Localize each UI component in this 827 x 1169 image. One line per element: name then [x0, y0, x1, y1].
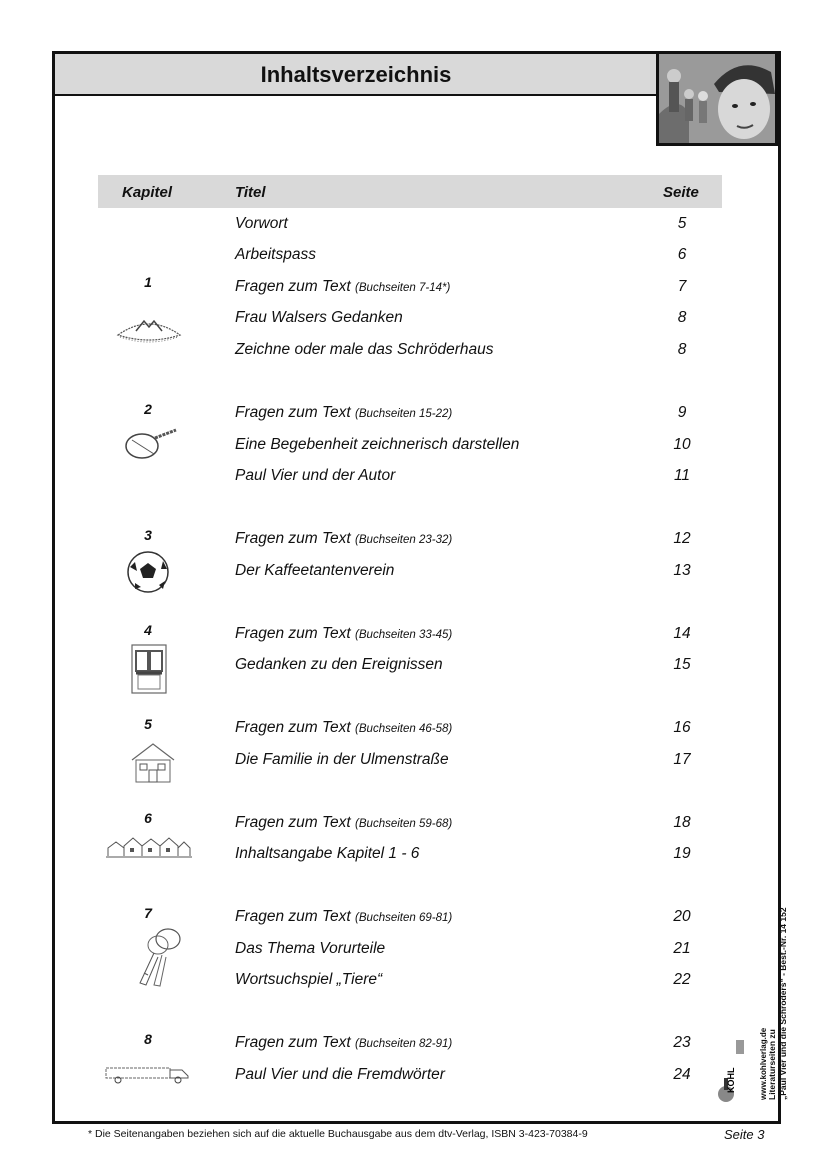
- toc-entry-title: [235, 436, 519, 454]
- logo-text: KOHL: [726, 1067, 736, 1093]
- toc-entry-page: 8: [677, 341, 687, 358]
- entry-title-text: Fragen zum Text: [235, 908, 351, 925]
- entry-page-range: (Buchseiten 59-68): [355, 818, 453, 830]
- toc-entry-title: [235, 404, 452, 422]
- truck-icon: [104, 1062, 190, 1084]
- toc-entry-page: 14: [673, 625, 691, 642]
- entry-title-text: Der Kaffeetantenverein: [235, 562, 395, 579]
- toc-entry-page: 7: [677, 278, 687, 295]
- toc-entry-title: [235, 845, 419, 863]
- col-chapter-header: Kapitel: [122, 184, 173, 201]
- toc-entry-page: 23: [673, 1034, 691, 1051]
- keys-icon: [132, 925, 184, 989]
- toc-entry-page: 12: [673, 530, 691, 547]
- street-houses-icon: [106, 834, 192, 860]
- toc-entry-page: 15: [673, 656, 691, 673]
- toc-entry-page: 9: [677, 404, 687, 421]
- col-title-header: Titel: [235, 184, 266, 201]
- chapter-number: 4: [144, 622, 152, 638]
- entry-title-text: Fragen zum Text: [235, 404, 351, 421]
- toc-entry-title: [235, 751, 449, 769]
- table-header: [98, 175, 722, 208]
- side-credit: [767, 907, 789, 1100]
- entry-title-text: Zeichne oder male das Schröderhaus: [235, 341, 494, 358]
- toc-entry-page: 24: [673, 1066, 691, 1083]
- toc-entry-title: [235, 246, 316, 264]
- entry-title-text: Das Thema Vorurteile: [235, 940, 386, 957]
- toc-entry-title: [235, 940, 385, 958]
- toc-entry-page: 21: [673, 940, 691, 957]
- entry-title-text: Paul Vier und der Autor: [235, 467, 396, 484]
- toc-entry-title: [235, 814, 452, 832]
- chapter-number: 1: [144, 274, 152, 290]
- toc-entry-title: [235, 278, 450, 296]
- crown-icon: [114, 313, 184, 347]
- chapter-number: 3: [144, 527, 152, 543]
- toc-entry-page: 10: [673, 436, 691, 453]
- entry-page-range: (Buchseiten 33-45): [355, 629, 453, 641]
- cover-illustration: [656, 51, 778, 146]
- entry-title-text: Fragen zum Text: [235, 1034, 351, 1051]
- entry-title-text: Eine Begebenheit zeichnerisch darstellen: [235, 436, 520, 453]
- entry-page-range: (Buchseiten 46-58): [355, 723, 453, 735]
- entry-title-text: Arbeitspass: [235, 246, 316, 263]
- toc-entry-title: [235, 341, 493, 359]
- footnote: * Die Seitenangaben beziehen sich auf die aktuelle Buchausgabe aus dem dtv-Verlag, ISBN 3-423-70384-9: [88, 1128, 588, 1140]
- entry-page-range: (Buchseiten 23-32): [355, 534, 453, 546]
- toc-entry-title: [235, 1066, 445, 1084]
- toc-entry-title: [235, 530, 452, 548]
- toc-entry-page: 22: [673, 971, 691, 988]
- entry-title-text: Gedanken zu den Ereignissen: [235, 656, 443, 673]
- chapter-number: 2: [144, 401, 152, 417]
- toc-entry-title: [235, 1034, 452, 1052]
- page-title: Inhaltsverzeichnis: [260, 62, 452, 87]
- entry-title-text: Die Familie in der Ulmenstraße: [235, 751, 449, 768]
- toc-entry-title: [235, 215, 288, 233]
- toc-entry-page: 18: [673, 814, 691, 831]
- chapter-number: 8: [144, 1031, 152, 1047]
- entry-title-text: Wortsuchspiel „Tiere“: [235, 971, 383, 988]
- side-credit-line2: „Paul Vier und die Schröders“ - Best.-Nr. 14 152: [778, 907, 788, 1100]
- toc-entry-title: [235, 467, 395, 485]
- entry-title-text: Vorwort: [235, 215, 288, 232]
- toc-entry-title: [235, 562, 394, 580]
- entry-title-text: Inhaltsangabe Kapitel 1 - 6: [235, 845, 420, 862]
- toc-entry-title: [235, 908, 452, 926]
- entry-title-text: Fragen zum Text: [235, 719, 351, 736]
- publisher-logo: [716, 1038, 746, 1104]
- entry-page-range: (Buchseiten 69-81): [355, 912, 453, 924]
- entry-page-range: (Buchseiten 82-91): [355, 1038, 453, 1050]
- toc-entry-title: [235, 309, 403, 327]
- toc-entry-page: 19: [673, 845, 691, 862]
- entry-title-text: Fragen zum Text: [235, 814, 351, 831]
- chapter-number: 6: [144, 810, 152, 826]
- magnifier-icon: [122, 424, 178, 464]
- toc-entry-page: 17: [673, 751, 691, 768]
- entry-page-range: (Buchseiten 7-14*): [355, 282, 451, 294]
- entry-title-text: Fragen zum Text: [235, 278, 351, 295]
- toc-entry-page: 16: [673, 719, 691, 736]
- side-credit-line1: Literaturseiten zu: [767, 1029, 777, 1100]
- entry-title-text: Paul Vier und die Fremdwörter: [235, 1066, 445, 1083]
- toc-entry-title: [235, 625, 452, 643]
- toc-entry-page: 11: [673, 467, 691, 484]
- entry-page-range: (Buchseiten 15-22): [355, 408, 453, 420]
- toc-entry-page: 5: [677, 215, 687, 232]
- chapter-number: 5: [144, 716, 152, 732]
- title-bar: [55, 54, 657, 96]
- toc-entry-page: 6: [677, 246, 687, 263]
- toc-entry-page: 20: [673, 908, 691, 925]
- house-icon: [128, 740, 178, 786]
- toc-entry-page: 8: [677, 309, 687, 326]
- toc-entry-title: [235, 656, 443, 674]
- publisher-url: www.kohlverlag.de: [759, 1027, 768, 1100]
- col-page-header: Seite: [663, 184, 699, 201]
- soccer-ball-icon: [125, 549, 171, 595]
- entry-title-text: Frau Walsers Gedanken: [235, 309, 403, 326]
- page-number: Seite 3: [724, 1127, 765, 1142]
- toc-entry-title: [235, 719, 452, 737]
- chapter-number: 7: [144, 905, 152, 921]
- toc-entry-page: 13: [673, 562, 691, 579]
- entry-title-text: Fragen zum Text: [235, 625, 351, 642]
- toc-entry-title: [235, 971, 382, 989]
- window-icon: [130, 643, 168, 695]
- entry-title-text: Fragen zum Text: [235, 530, 351, 547]
